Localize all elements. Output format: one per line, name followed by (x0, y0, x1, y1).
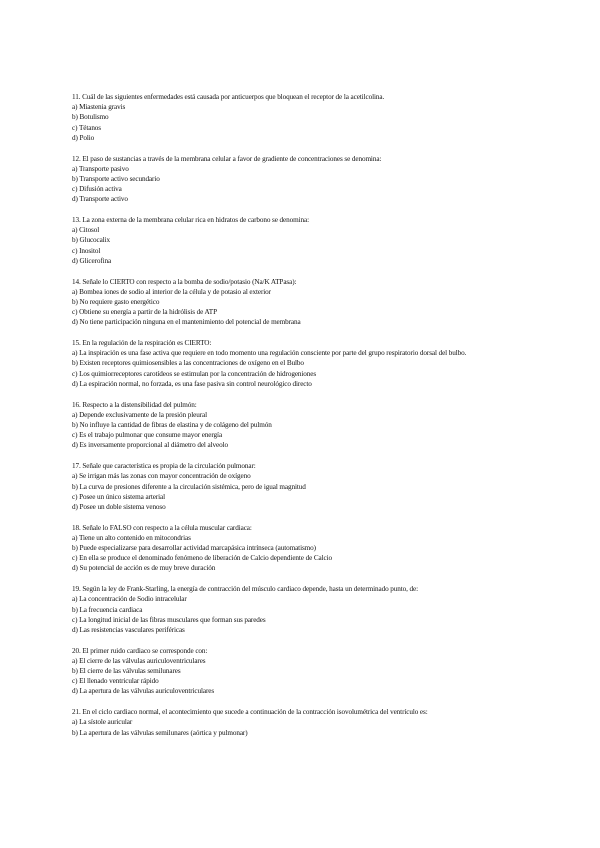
answer-option: a) Se irrigan más las zonas con mayor concentración de oxígeno (72, 472, 251, 481)
question-block (72, 646, 530, 697)
answer-option: a) Miastenia gravis (72, 103, 126, 112)
answer-option: a) Transporte pasivo (72, 164, 129, 173)
answer-option: d) Su potencial de acción es de muy breve duración (72, 564, 216, 573)
question-text: 13. La zona externa de la membrana celular rica en hidratos de carbono se denomina: (72, 216, 309, 225)
answer-option: d) Polio (72, 133, 95, 142)
answer-option: b) No influye la cantidad de fibras de elastina y de colágeno del pulmón (72, 420, 272, 429)
answer-option: c) Posee un único sistema arterial (72, 492, 165, 501)
question-text: 14. Señale lo CIERTO con respecto a la bomba de sodio/potasio (Na/K ATPasa): (72, 277, 297, 286)
answer-option: b) Glucocalix (72, 236, 111, 245)
question-text: 17. Señale que característica es propia de la circulación pulmonar: (72, 462, 256, 471)
answer-option: d) No tiene participación ninguna en el mantenimiento del potencial de membrana (72, 318, 301, 327)
answer-option: d) Transporte activo (72, 195, 128, 204)
answer-option: a) La inspiración es una fase activa que requiere en todo momento una regulación consciente por parte del grupo respiratorio dorsal del bulbo. (72, 349, 467, 358)
answer-option: c) En ella se produce el denominado fenómeno de liberación de Calcio dependiente de Calcio (72, 554, 333, 563)
answer-option: d) La espiración normal, no forzada, es una fase pasiva sin control neurológico directo (72, 379, 312, 388)
answer-option: c) Obtiene su energía a partir de la hidrólisis de ATP (72, 308, 217, 317)
question-text: 18. Señale lo FALSO con respecto a la célula muscular cardiaca: (72, 523, 252, 532)
question-block (72, 215, 530, 266)
question-block (72, 461, 530, 512)
answer-option: a) Citosol (72, 226, 100, 235)
question-block (72, 707, 530, 738)
answer-option: a) La concentración de Sodio intracelular (72, 595, 187, 604)
answer-option: a) Bombea iones de sodio al interior de la célula y de potasio al exterior (72, 287, 271, 296)
question-block (72, 523, 530, 574)
answer-option: d) Es inversamente proporcional al diámetro del alveolo (72, 441, 228, 450)
answer-option: b) La curva de presiones diferente a la circulación sistémica, pero de igual magnitud (72, 482, 306, 491)
answer-option: d) La apertura de las válvulas auriculoventriculares (72, 687, 215, 696)
answer-option: a) El cierre de las válvulas auriculoventriculares (72, 656, 206, 665)
answer-option: b) No requiere gasto energético (72, 297, 160, 306)
answer-option: b) La frecuencia cardiaca (72, 605, 143, 614)
answer-option: a) Tiene un alto contenido en mitocondrias (72, 533, 191, 542)
answer-option: d) Glicerofina (72, 256, 112, 265)
answer-option: b) Transporte activo secundario (72, 174, 160, 183)
answer-option: c) La longitud inicial de las fibras musculares que forman sus paredes (72, 615, 266, 624)
question-block (72, 400, 530, 451)
question-block (72, 277, 530, 328)
question-text: 15. En la regulación de la respiración es CIERTO: (72, 339, 212, 348)
answer-option: b) La apertura de las válvulas semilunares (aórtica y pulmonar) (72, 728, 248, 737)
answer-option: c) Difusión activa (72, 185, 122, 194)
answer-option: d) Posee un doble sistema venoso (72, 502, 166, 511)
answer-option: b) Botulismo (72, 113, 109, 122)
question-block (72, 338, 530, 389)
answer-option: a) La sístole auricular (72, 718, 133, 727)
question-text: 21. En el ciclo cardiaco normal, el acontecimiento que sucede a continuación de la contracción isovolumétrica del ventrículo es: (72, 708, 428, 717)
answer-option: c) Los quimiorreceptores carotídeos se estimulan por la concentración de hidrogeniones (72, 369, 317, 378)
answer-option: c) Tétanos (72, 123, 102, 132)
answer-option: b) Existen receptores quimiosensibles a las concentraciones de oxígeno en el Bulbo (72, 359, 304, 368)
question-text: 16. Respecto a la distensibilidad del pulmón: (72, 400, 197, 409)
answer-option: c) Es el trabajo pulmonar que consume mayor energía (72, 431, 223, 440)
answer-option: c) Inositol (72, 246, 101, 255)
answer-option: b) Puede especializarse para desarrollar actividad marcapásica intrínseca (automatismo) (72, 544, 316, 553)
answer-option: a) Depende exclusivamente de la presión pleural (72, 410, 207, 419)
answer-option: c) El llenado ventricular rápido (72, 677, 159, 686)
question-block (72, 92, 530, 143)
question-text: 11. Cuál de las siguientes enfermedades está causada por anticuerpos que bloquean el receptor de la acetilcolina. (72, 93, 385, 101)
question-text: 20. El primer ruido cardiaco se corresponde con: (72, 646, 208, 655)
question-block (72, 154, 530, 205)
question-block (72, 584, 530, 635)
question-text: 19. Según la ley de Frank-Starling, la energía de contracción del músculo cardiaco depende, hasta un determinado punto, de: (72, 585, 419, 594)
answer-option: d) Las resistencias vasculares periféricas (72, 625, 185, 634)
question-text: 12. El paso de sustancias a través de la membrana celular a favor de gradiente de concentraciones se denomina: (72, 154, 382, 163)
answer-option: b) El cierre de las válvulas semilunares (72, 667, 181, 676)
